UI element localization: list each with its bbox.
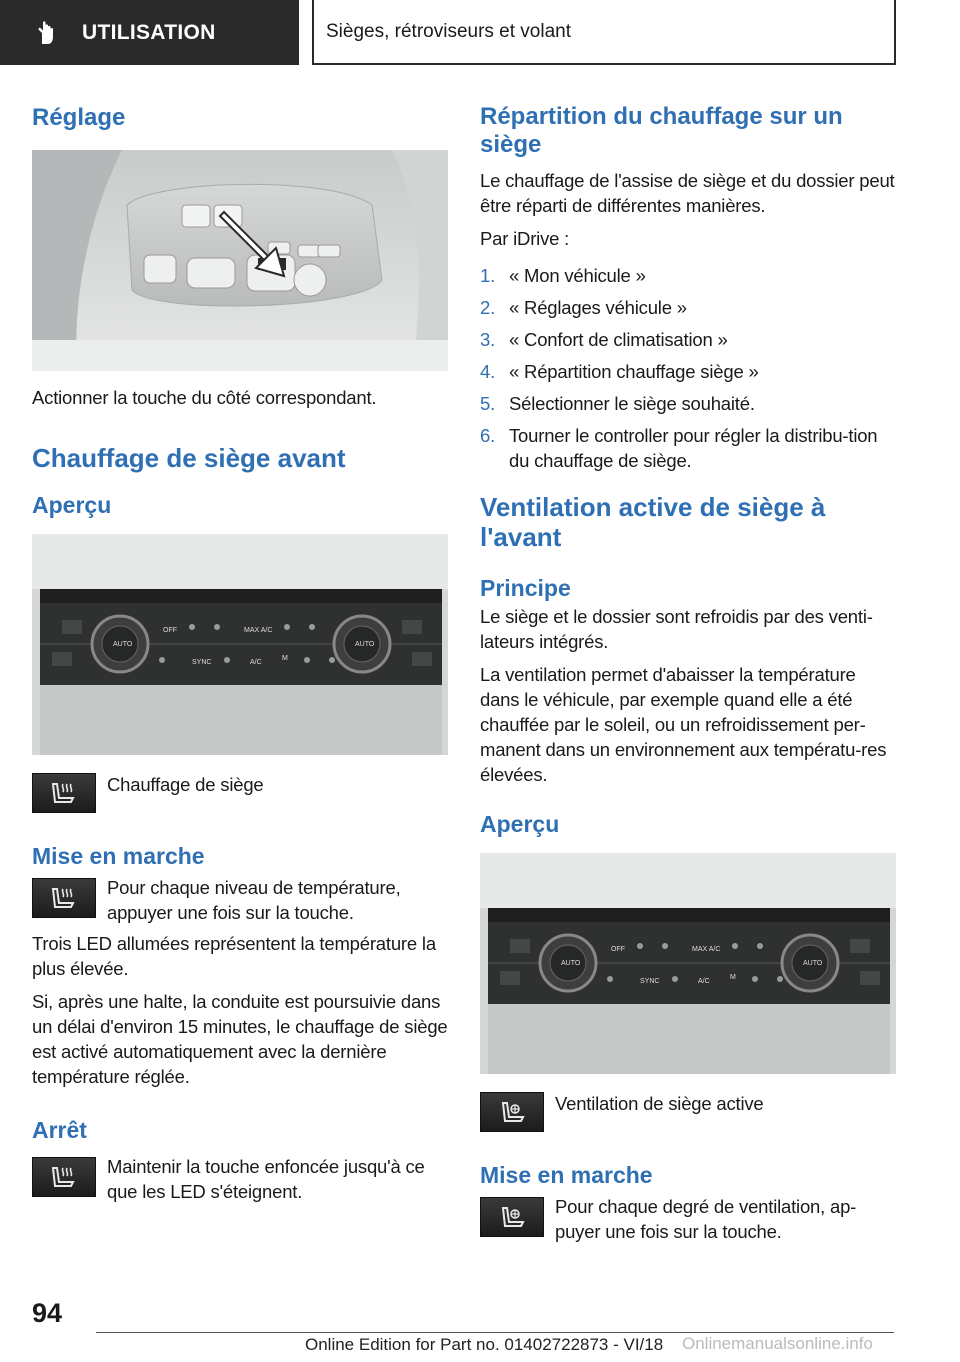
step-item: 5. Sélectionner le siège souhaité. (480, 393, 755, 414)
header-section-tab (0, 0, 299, 65)
repartition-intro: Le chauffage de l'assise de siège et du dossier peut être réparti de différentes manières. (480, 170, 895, 216)
seat-ventilation-icon (480, 1092, 544, 1132)
sync-label: SYNC (192, 659, 212, 666)
page-number: 94 (32, 1298, 63, 1328)
chauffage-p2: Si, après une halte, la conduite est poursuivie dans un délai d'environ 15 minutes, le chauffage de siège est activé automatiquement avec la dernière température réglée. (32, 991, 448, 1087)
seat-heating-icon (32, 878, 96, 918)
repartition-heading: Répartition du chauffage sur un siège (480, 103, 843, 158)
arret-text: Maintenir la touche enfoncée jusqu'à ce que les LED s'éteignent. (107, 1156, 425, 1202)
max-ac-label: MAX A/C (244, 627, 273, 634)
ventilation-p1: Le siège et le dossier sont refroidis par des venti-lateurs intégrés. (480, 606, 873, 652)
chauffage-p1: Trois LED allumées représentent la température la plus élevée. (32, 933, 436, 979)
footer-edition: Online Edition for Part no. 01402722873 - VI/18 (305, 1335, 664, 1354)
step-item: 1. « Mon véhicule » (480, 265, 646, 286)
ventilation-apercu-heading: Aperçu (480, 811, 560, 837)
ac-label: A/C (698, 978, 710, 985)
auto-label-right: AUTO (803, 960, 823, 967)
auto-label-left: AUTO (561, 960, 581, 967)
idrive-steps (480, 263, 896, 473)
footer-rule (96, 1332, 894, 1333)
step-item: 2. « Réglages véhicule » (480, 297, 687, 318)
step-item: 4. « Répartition chauffage siège » (480, 361, 759, 382)
m-label: M (730, 974, 736, 981)
seat-heating-row (32, 773, 448, 813)
ac-label: A/C (250, 659, 262, 666)
ventilation-principe-heading: Principe (480, 575, 571, 601)
left-column (32, 100, 448, 1204)
seat-adjust-photo (32, 150, 448, 371)
ventilation-mise-text: Pour chaque degré de ventilation, ap-puyer une fois sur la touche. (555, 1196, 857, 1242)
off-label: OFF (163, 627, 177, 634)
footer-watermark: Onlinemanualsonline.info (682, 1334, 873, 1353)
seat-heating-icon (32, 773, 96, 813)
seat-heating-icon (32, 1157, 96, 1197)
chauffage-mise-row (32, 878, 448, 925)
auto-label-left: AUTO (113, 641, 133, 648)
step-item: 6. Tourner le controller pour régler la distribu-tion du chauffage de siège. (480, 425, 878, 471)
chauffage-heading: Chauffage de siège avant (32, 443, 346, 473)
climate-panel-photo (32, 534, 448, 755)
ventilation-mise-heading: Mise en marche (480, 1162, 653, 1188)
m-label: M (282, 655, 288, 662)
ventilation-p2: La ventilation permet d'abaisser la température dans le véhicule, par exemple quand elle a été chauffée par le soleil, ou un refroidissement per-manent dans un environnement aux températu-res élevées. (480, 664, 887, 785)
reglage-caption: Actionner la touche du côté correspondant. (32, 387, 377, 408)
auto-label-right: AUTO (355, 641, 375, 648)
seat-ventilation-caption: Ventilation de siège active (555, 1093, 764, 1114)
header-section-title: UTILISATION (82, 20, 216, 44)
chauffage-mise-heading: Mise en marche (32, 843, 205, 869)
chauffage-mise-text: Pour chaque niveau de température, appuyer une fois sur la touche. (107, 877, 401, 923)
right-column (480, 100, 896, 1244)
reglage-heading: Réglage (32, 104, 126, 131)
hand-icon (32, 19, 60, 47)
arret-heading: Arrêt (32, 1117, 87, 1143)
step-item: 3. « Confort de climatisation » (480, 329, 728, 350)
seat-heating-caption: Chauffage de siège (107, 774, 264, 795)
climate-panel-photo (480, 853, 896, 1074)
seat-ventilation-icon (480, 1197, 544, 1237)
header-chapter: Sièges, rétroviseurs et volant (312, 0, 896, 65)
seat-ventilation-row (480, 1092, 896, 1132)
repartition-idrive: Par iDrive : (480, 228, 570, 249)
max-ac-label: MAX A/C (692, 946, 721, 953)
ventilation-heading: Ventilation active de siège à l'avant (480, 492, 826, 552)
chauffage-apercu-heading: Aperçu (32, 492, 112, 518)
arret-row (32, 1154, 448, 1204)
sync-label: SYNC (640, 978, 660, 985)
off-label: OFF (611, 946, 625, 953)
ventilation-mise-row (480, 1197, 896, 1244)
